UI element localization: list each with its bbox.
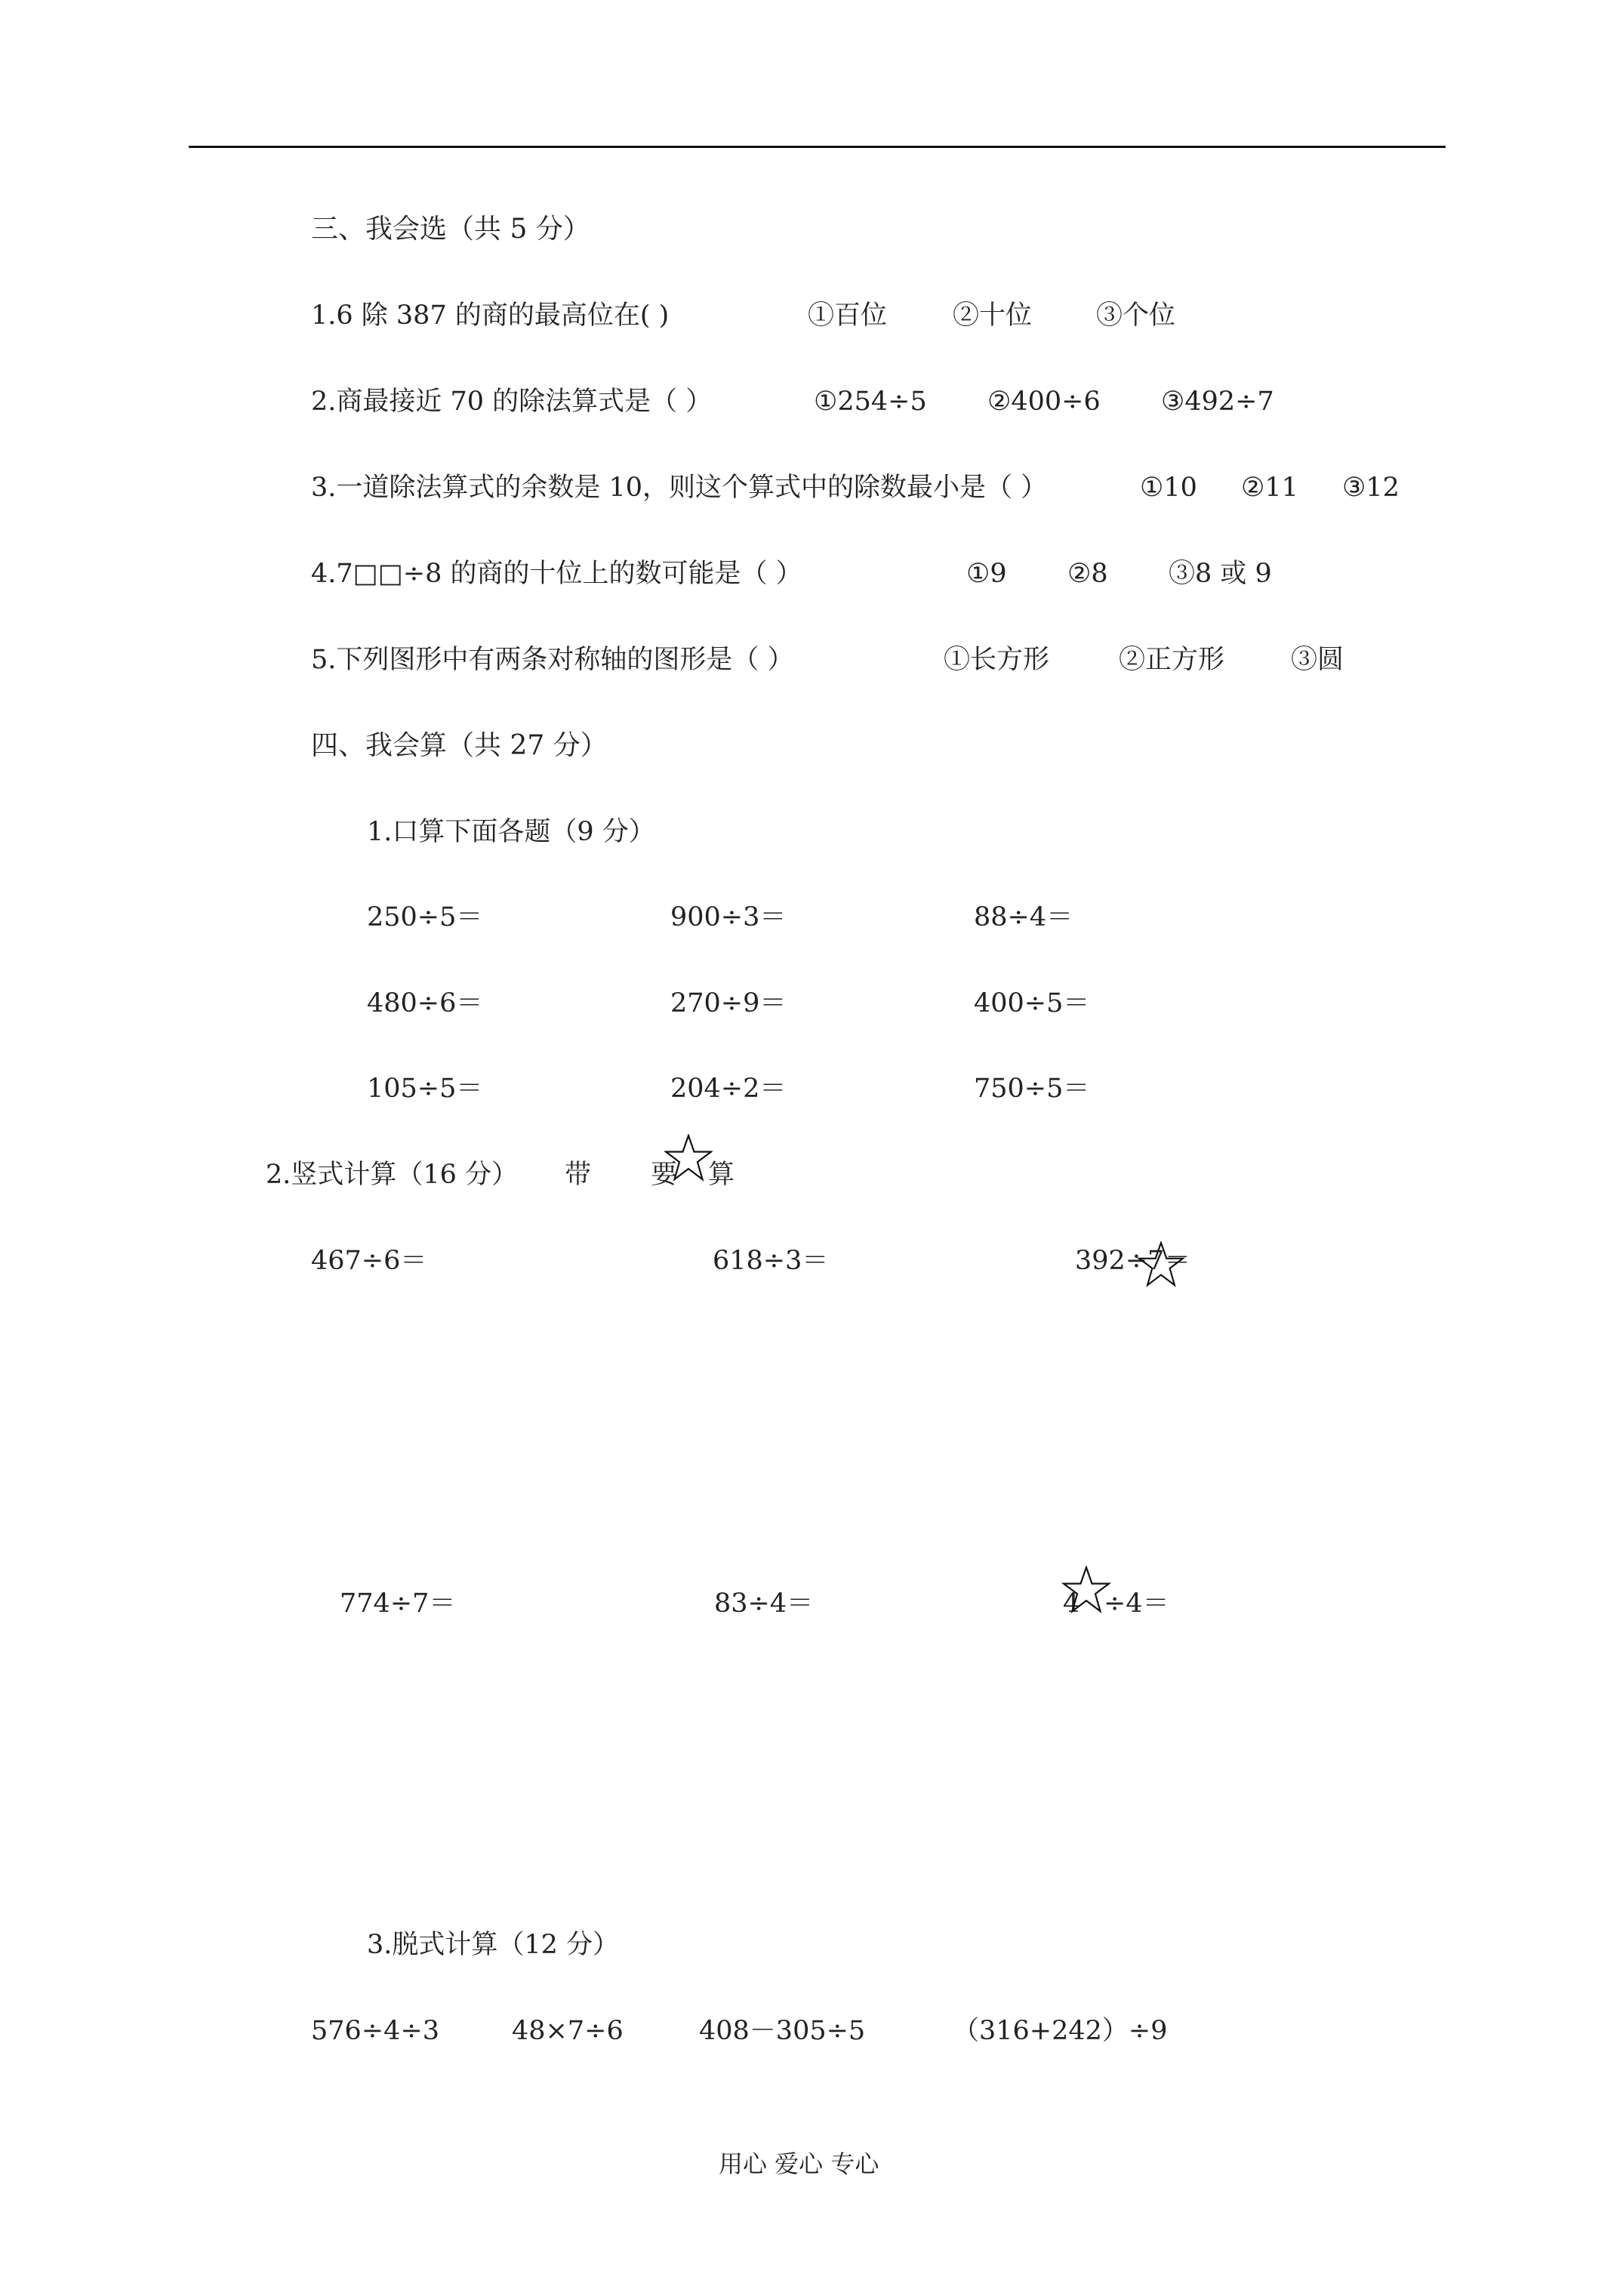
q2-option-3: ③492÷7 xyxy=(1161,387,1274,417)
q5-stem: 5.下列图形中有两条对称轴的图形是（ ） xyxy=(311,645,794,675)
oral-item: 750÷5＝ xyxy=(974,1074,1090,1104)
header-rule xyxy=(189,146,1446,148)
stepwise-item: （316+242）÷9 xyxy=(953,2016,1168,2046)
q3-option-3: ③12 xyxy=(1342,473,1400,503)
vertical-calc-note-c: 算 xyxy=(708,1160,735,1190)
oral-item: 88÷4＝ xyxy=(974,902,1073,932)
section4-title: 四、我会算（共 27 分） xyxy=(311,730,608,761)
star-outline-icon xyxy=(1137,1241,1185,1288)
q4-option-1: ①9 xyxy=(966,559,1007,589)
vertical-calc-title: 2.竖式计算（16 分） xyxy=(266,1160,519,1190)
stepwise-item: 576÷4÷3 xyxy=(311,2016,439,2046)
vertical-calc-note-b: 要 xyxy=(651,1160,678,1190)
vertical-item: 618÷3＝ xyxy=(713,1246,829,1276)
oral-item: 105÷5＝ xyxy=(367,1074,483,1104)
q4-option-3: ③8 或 9 xyxy=(1169,559,1272,589)
q4-stem: 4.7□□÷8 的商的十位上的数可能是（ ） xyxy=(311,559,802,589)
stepwise-calc-title: 3.脱式计算（12 分） xyxy=(367,1930,620,1960)
star-outline-icon xyxy=(664,1134,713,1182)
page-footer: 用心 爱心 专心 xyxy=(719,2150,879,2178)
vertical-item-partial-a: 4 xyxy=(1063,1589,1080,1619)
q1-option-1: ①百位 xyxy=(808,300,888,331)
section3-title: 三、我会选（共 5 分） xyxy=(311,214,590,245)
q5-option-1: ①长方形 xyxy=(944,645,1050,675)
vertical-item-partial-b: ÷4＝ xyxy=(1104,1589,1169,1619)
oral-item: 400÷5＝ xyxy=(974,988,1090,1019)
q3-option-1: ①10 xyxy=(1140,473,1197,503)
q3-stem: 3.一道除法算式的余数是 10，则这个算式中的除数最小是（ ） xyxy=(311,473,1048,503)
stepwise-item: 408－305÷5 xyxy=(699,2016,866,2046)
q2-option-2: ②400÷6 xyxy=(987,387,1101,417)
oral-calc-title: 1.口算下面各题（9 分） xyxy=(367,817,655,847)
oral-item: 900÷3＝ xyxy=(670,902,787,932)
q5-option-3: ③圆 xyxy=(1291,645,1344,675)
stepwise-item: 48×7÷6 xyxy=(512,2016,624,2046)
vertical-item: 774÷7＝ xyxy=(340,1589,456,1619)
star-outline-icon xyxy=(1060,1566,1113,1614)
vertical-item: 467÷6＝ xyxy=(311,1246,427,1276)
q3-option-2: ②11 xyxy=(1241,473,1298,503)
vertical-item: 83÷4＝ xyxy=(714,1589,814,1619)
q5-option-2: ②正方形 xyxy=(1119,645,1225,675)
q1-option-2: ②十位 xyxy=(953,300,1033,331)
q1-stem: 1.6 除 387 的商的最高位在( ) xyxy=(311,300,670,331)
oral-item: 270÷9＝ xyxy=(670,988,787,1019)
oral-item: 250÷5＝ xyxy=(367,902,483,932)
q2-option-1: ①254÷5 xyxy=(814,387,927,417)
vertical-calc-note-a: 带 xyxy=(565,1160,592,1190)
q1-option-3: ③个位 xyxy=(1096,300,1176,331)
vertical-item: 392÷7＝ xyxy=(1075,1246,1191,1276)
q2-stem: 2.商最接近 70 的除法算式是（ ） xyxy=(311,387,713,417)
q4-option-2: ②8 xyxy=(1067,559,1108,589)
oral-item: 204÷2＝ xyxy=(670,1074,787,1104)
oral-item: 480÷6＝ xyxy=(367,988,483,1019)
